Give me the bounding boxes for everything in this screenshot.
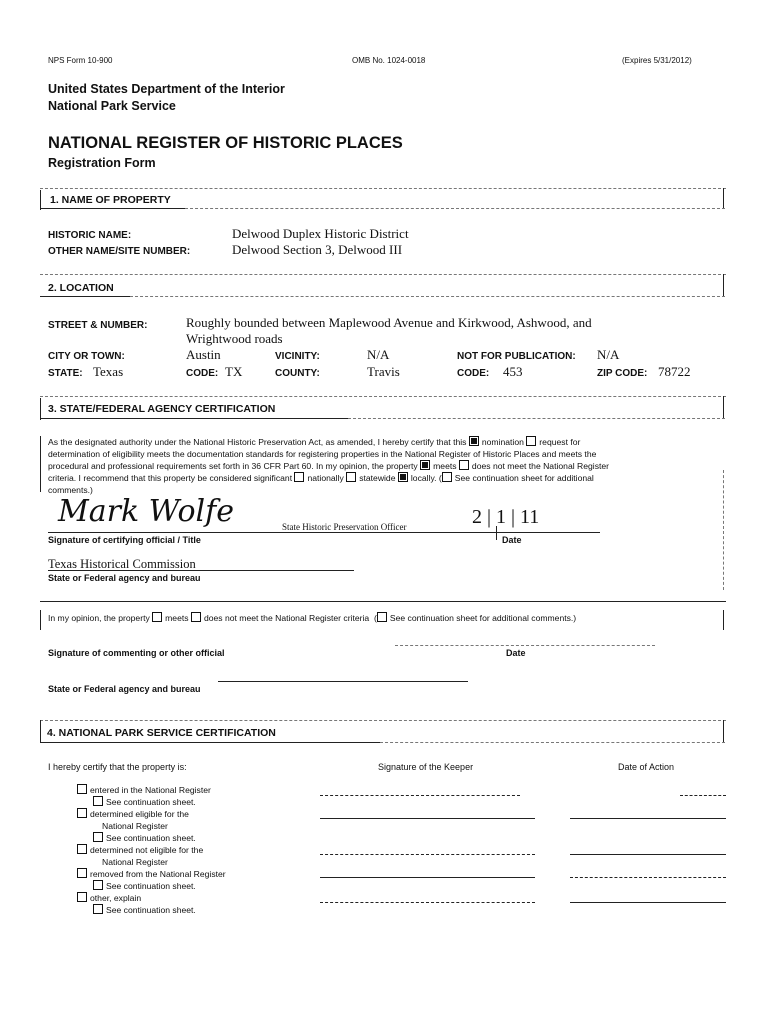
certification-text-1: As the designated authority under the National Historic Preservation Act, as amended, I hereby certify that this xyxy=(48,437,467,447)
meets-checkbox[interactable] xyxy=(420,460,430,470)
option-not-eligible-register: National Register xyxy=(102,857,168,867)
statewide-checkbox[interactable] xyxy=(346,472,356,482)
agency-name: Texas Historical Commission xyxy=(48,557,196,571)
department-name: United States Department of the Interior xyxy=(48,82,285,96)
eligible-continuation-checkbox[interactable] xyxy=(93,832,103,842)
page-subtitle: Registration Form xyxy=(48,156,156,170)
date-line-4 xyxy=(570,877,726,878)
meets-label: meets xyxy=(433,461,457,471)
keeper-line-4 xyxy=(320,877,535,878)
nationally-checkbox[interactable] xyxy=(294,472,304,482)
entered-checkbox[interactable] xyxy=(77,784,87,794)
statewide-label: statewide xyxy=(359,473,396,483)
historic-name-value: Delwood Duplex Historic District xyxy=(232,226,409,241)
section3-heading: 3. STATE/FEDERAL AGENCY CERTIFICATION xyxy=(48,403,276,415)
state-value: Texas xyxy=(93,364,124,379)
option-removed: removed from the National Register xyxy=(90,869,226,879)
county-value: Travis xyxy=(367,364,400,379)
other-checkbox[interactable] xyxy=(77,892,87,902)
county-label: COUNTY: xyxy=(275,368,320,379)
request-label: request for xyxy=(539,437,581,447)
county-code-label: CODE: xyxy=(457,368,490,379)
opinion-continuation-checkbox[interactable] xyxy=(377,612,387,622)
city-label: CITY OR TOWN: xyxy=(48,351,125,362)
continuation-checkbox[interactable] xyxy=(442,472,452,482)
street-line-2: Wrightwood roads xyxy=(186,331,283,346)
comment-signature-label: Signature of commenting or other official xyxy=(48,648,225,658)
keeper-line-2 xyxy=(320,818,535,819)
keeper-line-1 xyxy=(320,795,520,796)
nationally-label: nationally xyxy=(307,473,344,483)
other-continuation-checkbox[interactable] xyxy=(93,904,103,914)
not-for-publication-label: NOT FOR PUBLICATION: xyxy=(457,351,576,362)
opinion-continuation-label: See continuation sheet for additional comments.) xyxy=(389,613,577,623)
form-number: NPS Form 10-900 xyxy=(48,56,113,65)
does-not-meet-checkbox[interactable] xyxy=(459,460,469,470)
not-eligible-checkbox[interactable] xyxy=(77,844,87,854)
other-name-value: Delwood Section 3, Delwood III xyxy=(232,242,403,257)
certification-text-3: procedural and professional requirements set forth in 36 CFR Part 60. In my opinion, the property xyxy=(48,461,418,471)
option-other: other, explain xyxy=(90,893,142,903)
removed-checkbox[interactable] xyxy=(77,868,87,878)
option-eligible: determined eligible for the xyxy=(90,809,189,819)
entered-continuation-checkbox[interactable] xyxy=(93,796,103,806)
certification-text-2: determination of eligibility meets the documentation standards for registering properties in the National Register of Historic Places and meets the xyxy=(48,449,597,459)
service-name: National Park Service xyxy=(48,99,176,113)
option-not-eligible: determined not eligible for the xyxy=(90,845,204,855)
section2-heading: 2. LOCATION xyxy=(48,282,114,294)
opinion-meets-label: meets xyxy=(165,613,189,623)
nomination-label: nomination xyxy=(481,437,524,447)
continuation-label: See continuation sheet for additional xyxy=(454,473,594,483)
does-not-meet-label: does not meet the National Register xyxy=(471,461,610,471)
option-eligible-continuation: See continuation sheet. xyxy=(106,833,196,843)
zip-label: ZIP CODE: xyxy=(597,368,648,379)
opinion-does-not-meet-label: does not meet the National Register criteria xyxy=(203,613,370,623)
section4-heading: 4. NATIONAL PARK SERVICE CERTIFICATION xyxy=(47,727,276,739)
option-eligible-register: National Register xyxy=(102,821,168,831)
certifying-signature: Mark Wolfe xyxy=(58,494,234,529)
date-line-5 xyxy=(570,902,726,903)
vicinity-value: N/A xyxy=(367,347,390,362)
keeper-signature-label: Signature of the Keeper xyxy=(378,762,474,772)
not-for-publication-value: N/A xyxy=(597,347,620,362)
section1-heading: 1. NAME OF PROPERTY xyxy=(50,194,171,206)
signature-label: Signature of certifying official / Title xyxy=(48,535,201,545)
removed-continuation-checkbox[interactable] xyxy=(93,880,103,890)
certification-text-4: criteria. I recommend that this property be considered significant xyxy=(48,473,293,483)
option-removed-continuation: See continuation sheet. xyxy=(106,881,196,891)
keeper-line-5 xyxy=(320,902,535,903)
eligible-checkbox[interactable] xyxy=(77,808,87,818)
street-label: STREET & NUMBER: xyxy=(48,320,148,331)
expiration-date: (Expires 5/31/2012) xyxy=(622,56,692,65)
vicinity-label: VICINITY: xyxy=(275,351,320,362)
official-title: State Historic Preservation Officer xyxy=(282,522,407,532)
date-of-action-label: Date of Action xyxy=(618,762,675,772)
date-line-1 xyxy=(680,795,726,796)
zip-value: 78722 xyxy=(658,364,691,379)
date-line-3 xyxy=(570,854,726,855)
certification-date: 2 | 1 | 11 xyxy=(472,506,540,528)
state-code-value: TX xyxy=(225,364,243,379)
keeper-line-3 xyxy=(320,854,535,855)
date-line-2 xyxy=(570,818,726,819)
agency-label: State or Federal agency and bureau xyxy=(48,573,201,583)
state-code-label: CODE: xyxy=(186,368,219,379)
option-entered-continuation: See continuation sheet. xyxy=(106,797,196,807)
other-name-label: OTHER NAME/SITE NUMBER: xyxy=(48,246,191,257)
nomination-checkbox[interactable] xyxy=(469,436,479,446)
opinion-text: In my opinion, the property xyxy=(48,613,150,623)
street-line-1: Roughly bounded between Maplewood Avenue and Kirkwood, Ashwood, and xyxy=(186,315,592,330)
state-label: STATE: xyxy=(48,368,83,379)
county-code-value: 453 xyxy=(503,364,523,379)
omb-number: OMB No. 1024-0018 xyxy=(352,56,426,65)
request-checkbox[interactable] xyxy=(526,436,536,446)
historic-name-label: HISTORIC NAME: xyxy=(48,230,132,241)
opinion-does-not-meet-checkbox[interactable] xyxy=(191,612,201,622)
locally-label: locally. xyxy=(410,473,437,483)
locally-checkbox[interactable] xyxy=(398,472,408,482)
city-value: Austin xyxy=(186,347,221,362)
option-other-continuation: See continuation sheet. xyxy=(106,905,196,915)
opinion-meets-checkbox[interactable] xyxy=(152,612,162,622)
comment-agency-label: State or Federal agency and bureau xyxy=(48,684,201,694)
page-title: NATIONAL REGISTER OF HISTORIC PLACES xyxy=(48,134,403,152)
comment-date-label: Date xyxy=(506,648,526,658)
date-label: Date xyxy=(502,535,522,545)
certify-text: I hereby certify that the property is: xyxy=(48,762,187,772)
option-entered: entered in the National Register xyxy=(90,785,211,795)
certification-text-5: comments.) xyxy=(48,485,93,495)
